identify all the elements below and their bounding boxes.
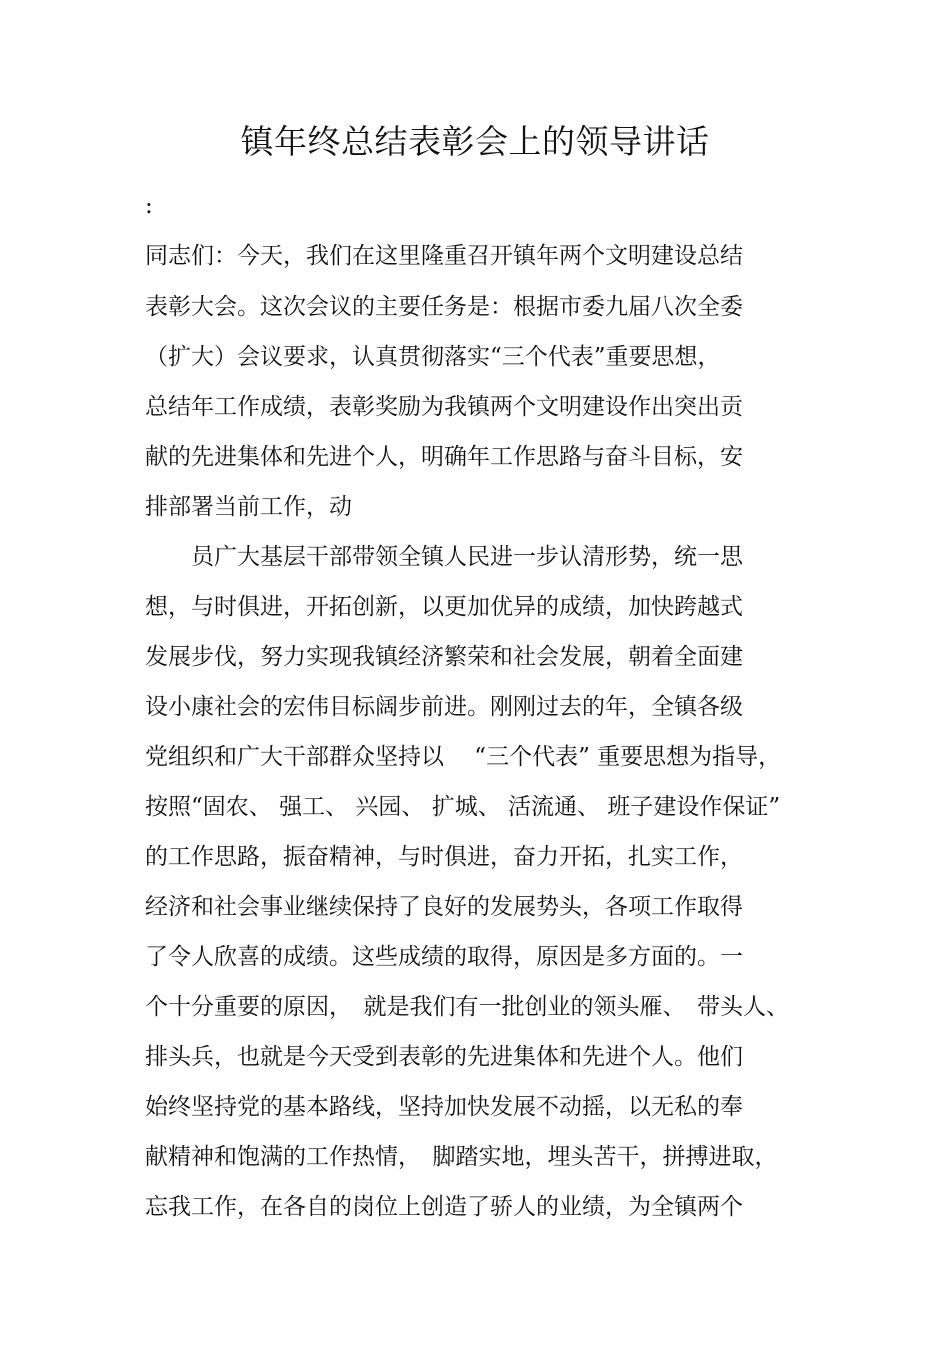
text-line-colon: :: [145, 193, 153, 219]
text-line: 献的先进集体和先进个人，明确年工作思路与奋斗目标，安: [145, 444, 743, 470]
text-line: 排部署当前工作，动: [145, 494, 352, 520]
text-line: 忘我工作，在各自的岗位上创造了骄人的业绩，为全镇两个: [145, 1194, 743, 1220]
text-line: 员广大基层干部带领全镇人民进一步认清形势，统一思: [145, 544, 743, 570]
text-line: 设小康社会的宏伟目标阔步前进。刚刚过去的年，全镇各级: [145, 694, 743, 720]
text-line: 的工作思路，振奋精神，与时俱进，奋力开拓，扎实工作，: [145, 844, 743, 870]
text-line: （扩大）会议要求，认真贯彻落实“三个代表”重要思想，: [145, 344, 721, 370]
text-line: 了令人欣喜的成绩。这些成绩的取得，原因是多方面的。一: [145, 944, 743, 970]
text-line: 献精神和饱满的工作热情， 脚踏实地，埋头苦干，拼搏进取，: [145, 1144, 778, 1170]
text-line: 党组织和广大干部群众坚持以 “三个代表” 重要思想为指导，: [145, 744, 782, 770]
document-title: 镇年终总结表彰会上的领导讲话: [240, 122, 710, 161]
text-line: 表彰大会。这次会议的主要任务是：根据市委九届八次全委: [145, 294, 743, 320]
text-line: 想，与时俱进，开拓创新，以更加优异的成绩，加快跨越式: [145, 594, 743, 620]
text-line: 始终坚持党的基本路线，坚持加快发展不动摇，以无私的奉: [145, 1094, 743, 1120]
text-line: 排头兵，也就是今天受到表彰的先进集体和先进个人。他们: [145, 1044, 743, 1070]
text-line: 总结年工作成绩，表彰奖励为我镇两个文明建设作出突出贡: [145, 394, 743, 420]
text-line: 同志们：今天，我们在这里隆重召开镇年两个文明建设总结: [145, 243, 743, 269]
text-line: 个十分重要的原因， 就是我们有一批创业的领头雁、 带头人、: [145, 994, 789, 1020]
text-line: 经济和社会事业继续保持了良好的发展势头，各项工作取得: [145, 894, 743, 920]
text-line: 按照“固农、 强工、 兴园、 扩城、 活流通、 班子建设作保证”: [145, 794, 781, 820]
text-line: 发展步伐，努力实现我镇经济繁荣和社会发展，朝着全面建: [145, 644, 743, 670]
